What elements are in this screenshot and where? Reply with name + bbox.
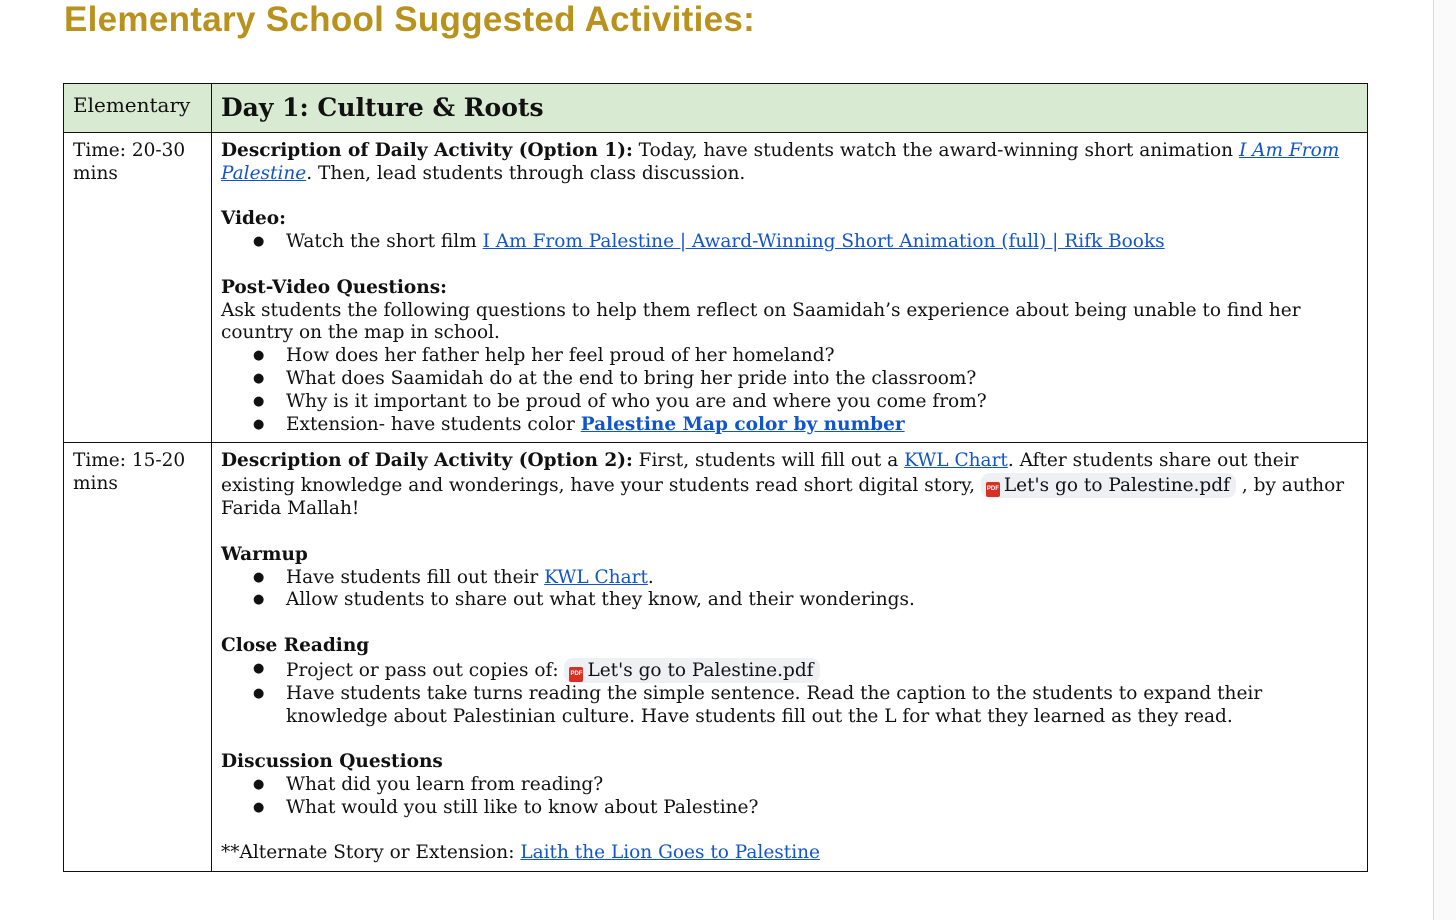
post-video-intro: Ask students the following questions to help them reflect on Saamidah’s experience about being unable to find her country on the map in school. <box>221 299 1301 344</box>
list-item: ● Project or pass out copies of: PDF Let's go to Palestine.pdf <box>221 658 1359 683</box>
discussion-list <box>221 774 1359 820</box>
pdf-icon: PDF <box>569 667 583 682</box>
list-item: ● Extension- have students color Palestine Map color by number <box>221 414 1359 437</box>
section-heading: Discussion Questions <box>221 751 443 773</box>
list-item: ● How does her father help her feel proud of her homeland? <box>221 345 1359 368</box>
video-list <box>221 231 1359 254</box>
palestine-map-link[interactable]: Palestine Map color by number <box>580 413 905 435</box>
section-heading: Video: <box>221 208 286 230</box>
activity-table <box>63 83 1368 872</box>
list-item: ● Allow students to share out what they know, and their wonderings. <box>221 589 1359 612</box>
activity-description: Description of Daily Activity (Option 1): Today, have students watch the award-winning short animation I Am From Palestine. Then, lead students through class discussion. <box>221 140 1340 184</box>
pdf-icon: PDF <box>986 482 1000 497</box>
day-title-cell: Day 1: Culture & Roots <box>212 84 1368 133</box>
alternate-story: **Alternate Story or Extension: Laith the Lion Goes to Palestine <box>221 842 820 864</box>
list-item: ● What did you learn from reading? <box>221 774 1359 797</box>
laith-the-lion-link[interactable]: Laith the Lion Goes to Palestine <box>520 842 820 864</box>
list-item: ● Why is it important to be proud of who you are and where you come from? <box>221 391 1359 414</box>
kwl-chart-link[interactable]: KWL Chart <box>904 450 1008 472</box>
time-cell: Time: 15-20 mins <box>64 443 212 872</box>
table-header-row <box>64 84 1368 133</box>
question-list <box>221 345 1359 436</box>
activity-cell <box>212 443 1368 872</box>
short-film-link[interactable]: I Am From Palestine | Award-Winning Short Animation (full) | Rifk Books <box>482 231 1165 253</box>
activity-description: Description of Daily Activity (Option 2): First, students will fill out a KWL Chart. After students share out their existing knowledge and wonderings, have your students read short digital story, PDF Let's go to Palestine.pdf , by author Farida Mallah! <box>221 450 1345 520</box>
warmup-list <box>221 567 1359 613</box>
page-title: Elementary School Suggested Activities: <box>64 0 756 39</box>
i-am-from-palestine-link[interactable]: I Am From Palestine <box>221 140 1340 184</box>
section-heading: Close Reading <box>221 634 370 656</box>
scrollbar[interactable] <box>1433 0 1456 920</box>
list-item: ● Have students take turns reading the simple sentence. Read the caption to the students to expand their knowledge about Palestinian culture. Have students fill out the L for what they learned as they read. <box>221 683 1359 729</box>
close-reading-list <box>221 658 1359 729</box>
list-item: ● Have students fill out their KWL Chart. <box>221 567 1359 590</box>
list-item: ● What would you still like to know about Palestine? <box>221 797 1359 820</box>
activity-cell <box>212 133 1368 443</box>
time-cell: Time: 20-30 mins <box>64 133 212 443</box>
table-row <box>64 133 1368 443</box>
table-row <box>64 443 1368 872</box>
list-item: ● What does Saamidah do at the end to bring her pride into the classroom? <box>221 368 1359 391</box>
section-heading: Warmup <box>221 543 308 565</box>
pdf-file-chip[interactable]: PDF Let's go to Palestine.pdf <box>981 473 1236 498</box>
pdf-file-chip[interactable]: PDF Let's go to Palestine.pdf <box>564 658 819 683</box>
kwl-chart-link[interactable]: KWL Chart <box>544 566 648 588</box>
list-item: ● Watch the short film I Am From Palestine | Award-Winning Short Animation (full) | Rifk Books <box>221 231 1359 254</box>
section-heading: Post-Video Questions: <box>221 276 447 298</box>
grade-level-cell: Elementary <box>64 84 212 133</box>
